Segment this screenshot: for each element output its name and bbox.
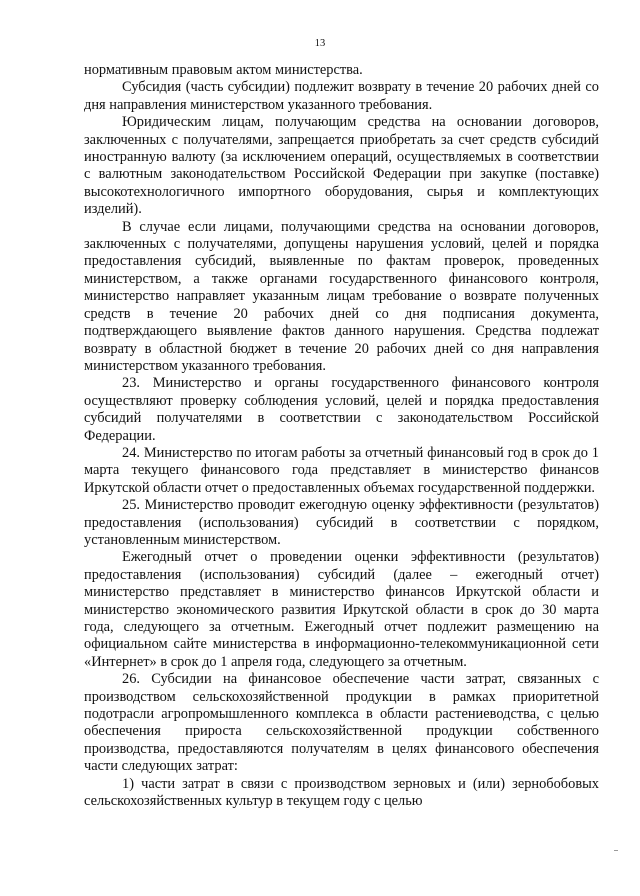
scan-artifact [614,850,618,851]
paragraph-currency-restriction: Юридическим лицам, получающим средства на основании договоров, заключенных с получателями, запрещается приобретать за счет средств субсидий иностранную валюту (за исключением операций, осуществляемых в соответствии с валютным законодательством Российской Федерации при закупке (поставке) высокотехнологичного импортного оборудования, сырья и комплектующих изделий). [84,114,599,218]
paragraph-item-25: 25. Министерство проводит ежегодную оценку эффективности (результатов) предоставления (использования) субсидий в соответствии с порядком, установленным министерством. [84,497,599,548]
paragraph-item-24: 24. Министерство по итогам работы за отчетный финансовый год в срок до 1 марта текущего финансового года представляет в министерство финансов Иркутской области отчет о предоставленных объемах государственной поддержки. [84,444,599,496]
paragraph-subsidy-return: Субсидия (часть субсидии) подлежит возврату в течение 20 рабочих дней со дня направления министерством указанного требования. [84,79,599,113]
document-body [84,62,599,810]
page-number: 13 [314,38,326,49]
paragraph-continuation: нормативным правовым актом министерства. [84,62,363,78]
paragraph-annual-report: Ежегодный отчет о проведении оценки эффективности (результатов) предоставления (использования) субсидий (далее – ежегодный отчет) министерство представляет в министерство финансов Иркутской области и министерство экономического развития Иркутской области в срок до 30 марта года, следующего за отчетным. Ежегодный отчет подлежит размещению на официальном сайте министерства в информационно-телекоммуникационной сети «Интернет» в срок до 1 апреля года, следующего за отчетным. [84,549,599,670]
paragraph-subitem-1: 1) части затрат в связи с производством зерновых и (или) зернобобовых сельскохозяйственных культур в текущем году с целью [84,775,599,810]
paragraph-violations-return: В случае если лицами, получающими средства на основании договоров, заключенных с получателями, допущены нарушения условий, целей и порядка предоставления субсидий, выявленные по фактам проверок, проведенных министерством, а также органами государственного финансового контроля, министерство направляет указанным лицам требование о возврате полученных средств в течение 20 рабочих дней со дня подписания документа, подтверждающего выявление фактов данного нарушения. Средства подлежат возврату в областной бюджет в течение 20 рабочих дней со дня направления министерством указанного требования. [84,218,599,374]
paragraph-item-23: 23. Министерство и органы государственного финансового контроля осуществляют проверку соблюдения условий, целей и порядка предоставления субсидий получателями в соответствии с законодательством Российской Федерации. [84,375,599,444]
paragraph-item-26: 26. Субсидии на финансовое обеспечение части затрат, связанных с производством сельскохозяйственной продукции в рамках приоритетной подотрасли агропромышленного комплекса в области растениеводства, с целью обеспечения прироста сельскохозяйственной продукции собственного производства, предоставляются получателям в целях финансового обеспечения части следующих затрат: [84,671,599,775]
